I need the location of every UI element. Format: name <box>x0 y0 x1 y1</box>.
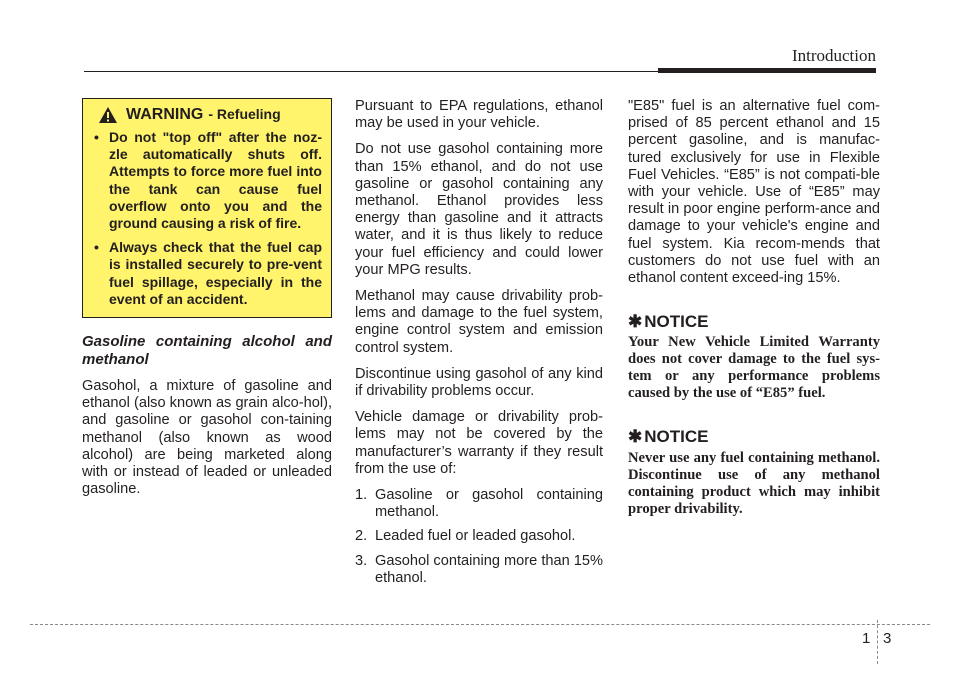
warning-heading <box>92 106 322 124</box>
column-1 <box>82 98 332 507</box>
list-item-text: Leaded fuel or leaded gasohol. <box>375 528 576 545</box>
notice-star-icon: ✱ <box>628 312 643 332</box>
body-paragraph: Discontinue using gasohol of any kind if drivability problems occur. <box>355 365 603 400</box>
section-heading: Gasoline containing alcohol and methanol <box>82 333 332 369</box>
warning-subtitle: - Refueling <box>208 106 281 123</box>
warning-box <box>82 98 332 318</box>
list-item-text: Gasohol containing more than 15% ethanol. <box>375 552 603 586</box>
section-intro-paragraph: Gasohol, a mixture of gasoline and ethanol (also known as grain alco-hol), and gasoline or gasohol con-taining methanol (also known as wood alcohol) are being marketed along with or instead of leaded or unleaded gasoline. <box>82 378 332 498</box>
footer-divider <box>877 620 878 664</box>
list-item <box>355 553 603 587</box>
body-paragraph: Methanol may cause drivability prob-lems and damage to the fuel system, engine control system and emission control system. <box>355 288 603 356</box>
warning-label: WARNING <box>126 106 204 124</box>
notice-text: Never use any fuel containing methanol. Discontinue use of any methanol containing product which may inhibit proper drivability. <box>628 449 880 517</box>
header-rule-accent <box>658 68 876 73</box>
list-number: 3. <box>355 552 368 569</box>
notice-heading <box>628 313 880 330</box>
body-paragraph: Vehicle damage or drivability prob-lems may not be covered by the manufacturer’s warranty if they result from the use of: <box>355 409 603 477</box>
fuel-list <box>355 487 603 587</box>
list-item <box>355 528 603 545</box>
notice-heading <box>628 428 880 445</box>
page-header-title: Introduction <box>791 46 876 65</box>
footer-rule <box>30 624 930 625</box>
list-number: 2. <box>355 528 368 545</box>
warning-list <box>92 129 322 308</box>
warning-triangle-icon <box>98 106 118 124</box>
chapter-number: 1 <box>862 630 871 647</box>
column-3 <box>628 98 880 527</box>
body-paragraph: "E85" fuel is an alternative fuel com-prised of 85 percent ethanol and 15 percent gasoline, and is manufac-tured exclusively for use in Flexible Fuel Vehicles. “E85” is not compati-ble with your vehicle. Use of “E85” may result in poor engine perform-ance and damage to your vehicle's engine and fuel system. Kia recom-mends that customers do not use fuel with an ethanol content exceed-ing 15%. <box>628 98 880 287</box>
notice-label: NOTICE <box>644 312 709 332</box>
body-paragraph: Pursuant to EPA regulations, ethanol may be used in your vehicle. <box>355 98 603 132</box>
warning-item: • Always check that the fuel cap is installed securely to pre-vent fuel spillage, especially in the event of an accident. <box>92 239 322 308</box>
body-paragraph: Do not use gasohol containing more than 15% ethanol, and do not use gasoline or gasohol containing any methanol. Ethanol provides less energy than gasoline and it attracts water, and it is thus likely to reduce your fuel efficiency and could lower your MPG results. <box>355 141 603 278</box>
notice-label: NOTICE <box>644 427 709 447</box>
column-2 <box>355 98 603 594</box>
list-item-text: Gasoline or gasohol containing methanol. <box>375 487 603 521</box>
header-rule <box>84 71 658 72</box>
notice-text: Your New Vehicle Limited Warranty does not cover damage to the fuel sys-tem or any performance problems caused by the use of “E85” fuel. <box>628 334 880 402</box>
page-number: 3 <box>883 630 892 647</box>
notice-star-icon: ✱ <box>628 427 643 447</box>
warning-item: • Do not "top off" after the noz-zle automatically shuts off. Attempts to force more fuel into the tank can cause fuel overflow onto you and the ground causing a risk of fire. <box>92 129 322 232</box>
list-item <box>355 487 603 521</box>
list-number: 1. <box>355 487 368 504</box>
